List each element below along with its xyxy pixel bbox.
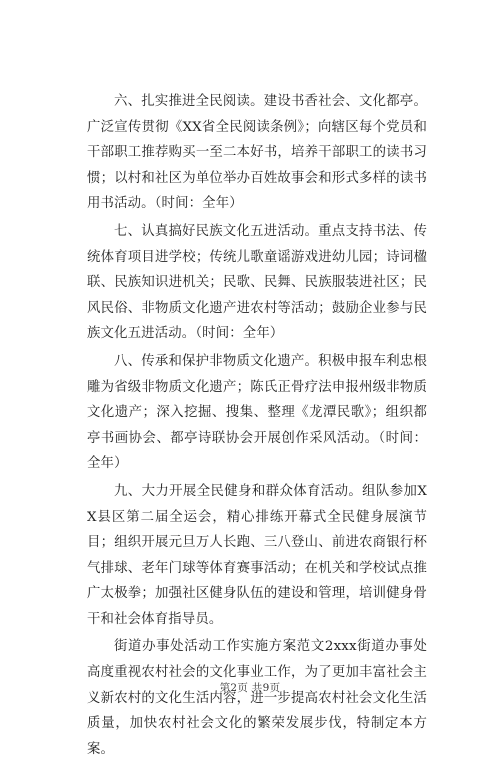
paragraph-plan-intro: 街道办事处活动工作实施方案范文2xxx街道办事处高度重视农村社会的文化事业工作，为了更加丰富社会主义新农村的文化生活内容，进一步提高农村社会文化生活质量，加快农村社会文化的繁荣发展步伐，特制定本方案。 <box>87 639 427 757</box>
paragraph-heritage: 八、传承和保护非物质文化遗产。积极申报车利忠根雕为省级非物质文化遗产；陈氏正骨疗法申报州级非物质文化遗产；深入挖掘、搜集、整理《龙潭民歌》；组织都亭书画协会、都亭诗联协会开展创作采风活动。（时间：全年） <box>87 353 427 472</box>
page-footer: 第2页 共9页 <box>219 682 281 694</box>
document-body <box>87 89 427 762</box>
paragraph-ethnic-culture: 七、认真搞好民族文化五进活动。重点支持书法、传统体育项目进学校；传统儿歌童谣游戏进幼儿园；诗词楹联、民族知识进机关；民歌、民舞、民族服装进社区；民风民俗、非物质文化遗产进农村等活动；鼓励企业参与民族文化五进活动。（时间：全年） <box>87 223 427 342</box>
paragraph-reading: 六、扎实推进全民阅读。建设书香社会、文化都亭。广泛宣传贯彻《XX省全民阅读条例》；向辖区每个党员和干部职工推荐购买一至二本好书，培养干部职工的读书习惯；以村和社区为单位举办百姓故事会和形式多样的读书用书活动。（时间：全年） <box>87 94 427 212</box>
paragraph-fitness: 九、大力开展全民健身和群众体育活动。组队参加XX县区第二届全运会，精心排练开幕式全民健身展演节目；组织开展元旦万人长跑、三八登山、前进农商银行杯气排球、老年门球等体育赛事活动；在机关和学校试点推广太极拳；加强社区健身队伍的建设和管理，培训健身骨干和社会体育指导员。 <box>87 483 427 627</box>
